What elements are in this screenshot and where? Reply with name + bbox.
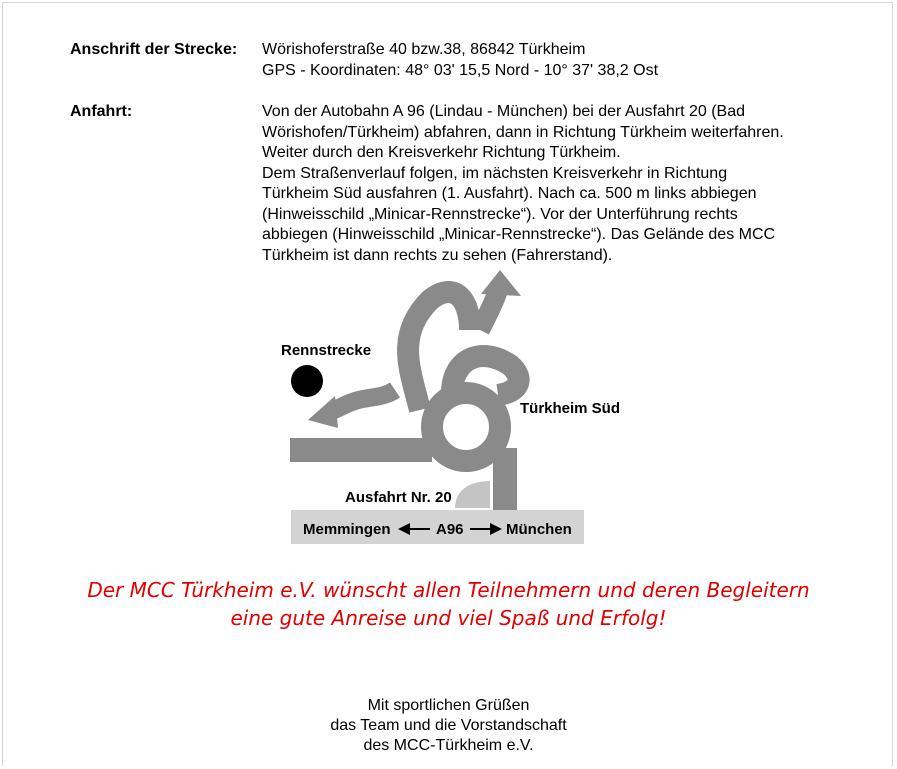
directions-line: Türkheim Süd ausfahren (1. Ausfahrt). Nach ca. 500 m links abbiegen: [262, 185, 757, 202]
arrow-left-icon: [308, 396, 338, 428]
address-line: Wörishoferstraße 40 bzw.38, 86842 Türkheim: [262, 41, 586, 58]
right-city-label: München: [506, 521, 572, 538]
directions-line: Weiter durch den Kreisverkehr Richtung Türkheim.: [262, 144, 621, 161]
directions-line: (Hinweisschild „Minicar-Rennstrecke“). Vor der Unterführung rechts: [262, 205, 738, 223]
wish-line: Der MCC Türkheim e.V. wünscht allen Teilnehmern und deren Begleitern: [87, 578, 810, 602]
tuerkheim-road: [480, 290, 498, 330]
closing-line: Mit sportlichen Grüßen: [367, 697, 530, 714]
roundabout: [432, 393, 500, 461]
exit-label: Ausfahrt Nr. 20: [345, 489, 452, 506]
roundabout-label: Türkheim Süd: [520, 400, 621, 417]
gps-line: GPS - Koordinaten: 48° 03' 15,5 Nord - 10° 37' 38,2 Ost: [262, 61, 659, 79]
closing-line: des MCC-Türkheim e.V.: [363, 737, 534, 754]
wish-line: eine gute Anreise und viel Spaß und Erfolg!: [230, 606, 667, 630]
address-label: Anschrift der Strecke:: [70, 41, 238, 58]
directions-label: Anfahrt:: [70, 103, 133, 120]
directions-line: Türkheim ist dann rechts zu sehen (Fahrerstand).: [262, 246, 613, 264]
directions-line: Dem Straßenverlauf folgen, im nächsten Kreisverkehr in Richtung: [262, 164, 728, 182]
arrow-up-icon: [481, 270, 521, 296]
track-marker-icon: [291, 365, 323, 397]
motorway-label: A96: [436, 521, 464, 538]
track-road: [330, 390, 395, 412]
exit-ramp: [455, 481, 490, 508]
track-label: Rennstrecke: [281, 342, 372, 359]
directions-line: abbiegen (Hinweisschild „Minicar-Rennstrecke“). Das Gelände des MCC: [262, 226, 776, 243]
roads: [290, 290, 519, 510]
directions-line: Von der Autobahn A 96 (Lindau - München) bei der Ausfahrt 20 (Bad: [262, 103, 746, 120]
left-city-label: Memmingen: [303, 521, 391, 538]
closing-line: das Team und die Vorstandschaft: [330, 717, 567, 734]
directions-line: Wörishofen/Türkheim) abfahren, dann in Richtung Türkheim weiterfahren.: [262, 123, 784, 141]
